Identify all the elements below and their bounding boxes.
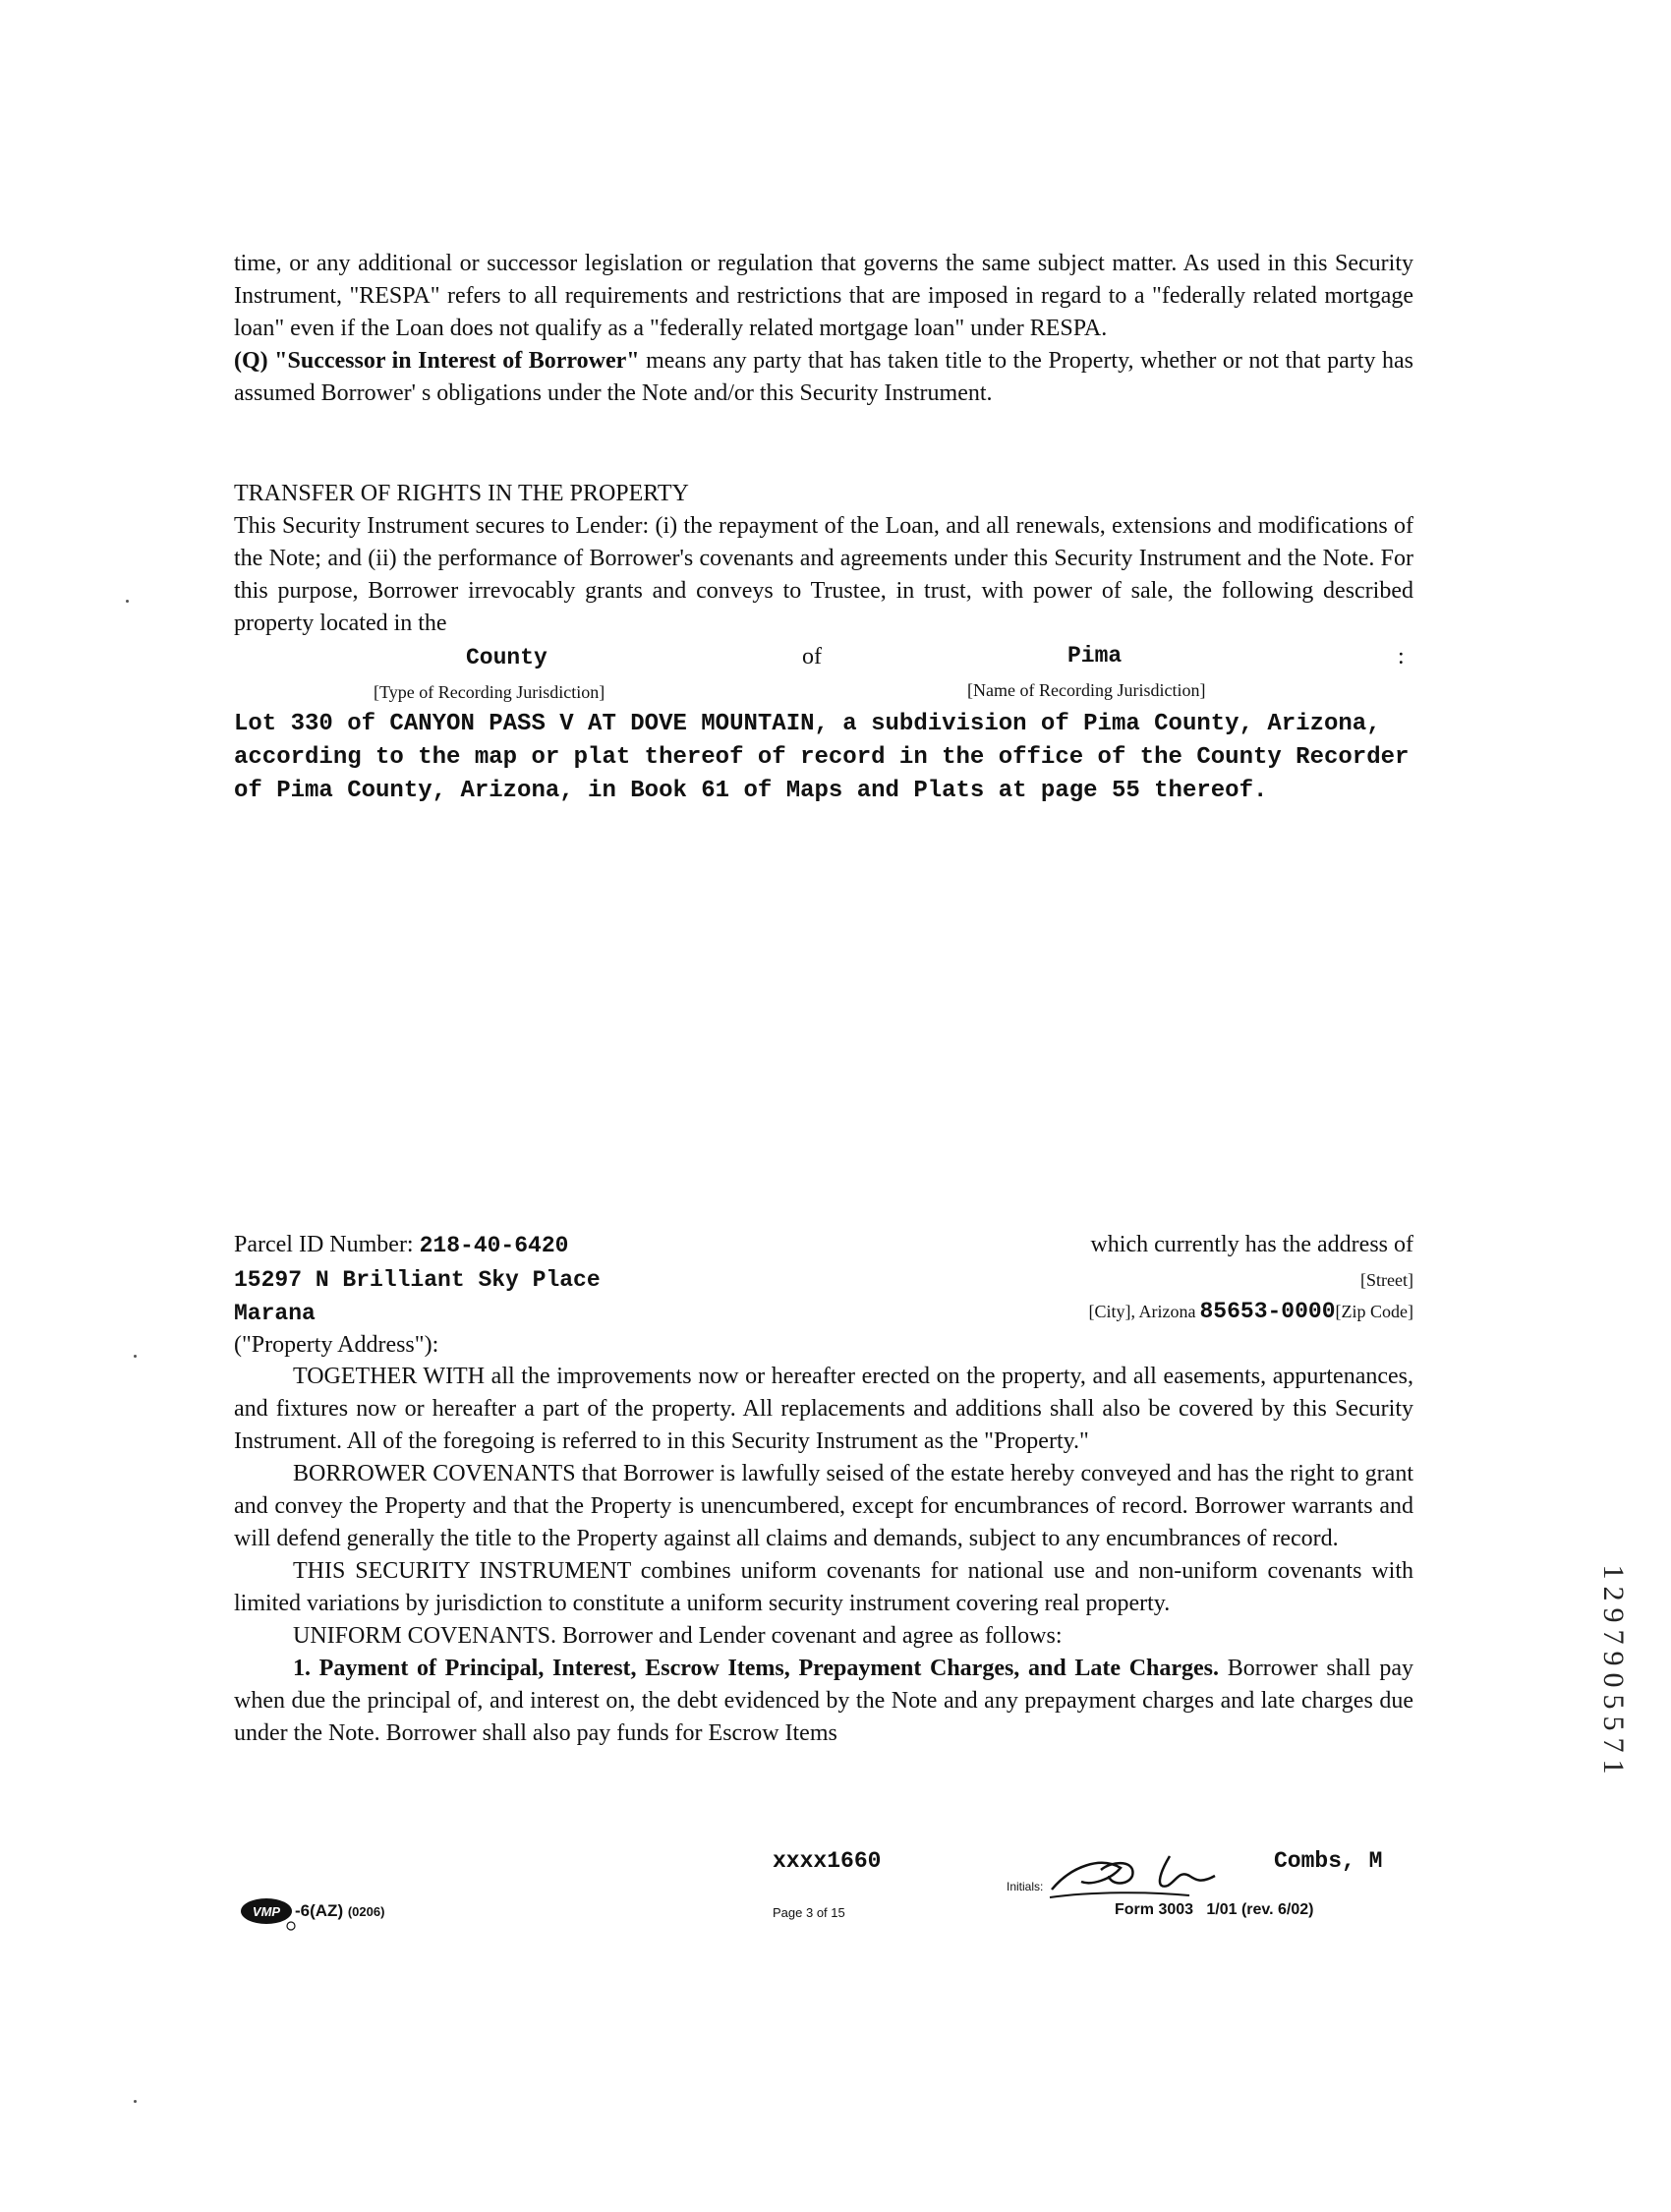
successor-term: (Q) "Successor in Interest of Borrower"	[234, 348, 640, 374]
form-number: Form 3003 1/01 (rev. 6/02)	[1115, 1901, 1314, 1918]
respa-text: time, or any additional or successor legislation or regulation that governs the same subject matter. As used in this Security Instrument, "RESPA" refers to all requirements and restrictions that are imposed in regard to a "federally related mortgage loan" even if the Loan does not qualify as a "federally related mortgage loan" under RESPA.	[234, 251, 1413, 341]
successor-text: means any party that has taken title to the Property, whether or not that party has assumed Borrower' s obligations under the Note and/or this Security Instrument.	[234, 348, 1413, 406]
side-stamp-digit: 5	[1597, 1716, 1630, 1731]
side-stamp-digit: 1	[1597, 1564, 1630, 1580]
zip-caption: [Zip Code]	[1335, 1302, 1413, 1321]
side-document-number	[1598, 1561, 1628, 1777]
form-code: -6(AZ)	[295, 1901, 344, 1920]
address-intro: which currently has the address of	[1090, 1232, 1413, 1257]
together-with-paragraph: TOGETHER WITH all the improvements now or hereafter erected on the property, and all easements, appurtenances, and fixtures now or hereafter a part of the property. All replacements and additions shall also be covered by this Security Instrument. All of the foregoing is referred to in this Security Instrument as the "Property."	[234, 1364, 1413, 1454]
respa-paragraph	[234, 248, 1413, 410]
jurisdiction-name-caption: [Name of Recording Jurisdiction]	[967, 680, 1206, 700]
svg-text:VMP: VMP	[252, 1904, 281, 1919]
form-code-line	[295, 1901, 384, 1921]
parcel-id-value: 218-40-6420	[419, 1233, 569, 1258]
initials-signature-icon	[1042, 1846, 1239, 1905]
zip-value: 85653-0000	[1199, 1299, 1336, 1324]
side-stamp-digit: 7	[1597, 1629, 1630, 1645]
loan-reference: xxxx1660	[773, 1848, 882, 1874]
side-stamp-digit: 9	[1597, 1607, 1630, 1623]
side-stamp-digit: 2	[1597, 1586, 1630, 1601]
side-stamp-digit: 9	[1597, 1651, 1630, 1666]
parcel-id-label: Parcel ID Number:	[234, 1232, 414, 1257]
legal-description: Lot 330 of CANYON PASS V AT DOVE MOUNTAIN, a subdivision of Pima County, Arizona, according to the map or plat thereof of record in the office of the County Recorder of Pima County, Arizona, in Book 61 of Maps and Plats at page 55 thereof.	[234, 711, 1410, 804]
city-caption: [City], Arizona	[1088, 1302, 1196, 1321]
street-value: 15297 N Brilliant Sky Place	[234, 1267, 601, 1293]
jurisdiction-colon: :	[1398, 644, 1405, 669]
borrower-covenants-paragraph: BORROWER COVENANTS that Borrower is lawfully seised of the estate hereby conveyed and has the right to grant and convey the Property and that the Property is unencumbered, except for encumbrances of record. Borrower warrants and will defend generally the title to the Property against all claims and demands, subject to any encumbrances of record.	[234, 1461, 1413, 1551]
scan-speck	[134, 1355, 137, 1358]
jurisdiction-name-value: Pima	[1067, 643, 1123, 669]
scan-speck	[126, 600, 129, 603]
side-stamp-digit: 1	[1597, 1759, 1630, 1775]
successor-definition	[234, 345, 1413, 410]
section-1-text: Borrower shall pay when due the principal of, and interest on, the debt evidenced by the Note and any prepayment charges and late charges due under the Note. Borrower shall also pay funds for Escrow Items	[234, 1656, 1414, 1746]
parcel-id-line	[234, 1229, 568, 1262]
form-date: (0206)	[347, 1904, 385, 1919]
side-stamp-digit: 7	[1597, 1737, 1630, 1753]
body-paragraphs	[234, 1361, 1413, 1750]
transfer-heading: TRANSFER OF RIGHTS IN THE PROPERTY	[234, 481, 689, 506]
uniform-covenants-paragraph: UNIFORM COVENANTS. Borrower and Lender covenant and agree as follows:	[293, 1623, 1063, 1649]
transfer-text: This Security Instrument secures to Lender: (i) the repayment of the Loan, and all renewals, extensions and modifications of the Note; and (ii) the performance of Borrower's covenants and agreements under this Security Instrument and the Note. For this purpose, Borrower irrevocably grants and conveys to Trustee, in trust, with power of sale, the following described property located in the	[234, 513, 1413, 636]
initials-label: Initials:	[1007, 1880, 1044, 1893]
vmp-logo-icon	[240, 1895, 297, 1931]
jurisdiction-of: of	[802, 644, 822, 669]
city-zip-line	[1089, 1296, 1414, 1328]
side-stamp-digit: 0	[1597, 1672, 1630, 1688]
city-value: Marana	[234, 1301, 316, 1326]
scan-speck	[134, 2100, 137, 2103]
jurisdiction-type-caption: [Type of Recording Jurisdiction]	[374, 682, 605, 702]
security-instrument-paragraph: THIS SECURITY INSTRUMENT combines uniform covenants for national use and non-uniform covenants with limited variations by jurisdiction to constitute a uniform security instrument covering real property.	[234, 1558, 1413, 1616]
section-1-paragraph	[234, 1653, 1413, 1750]
property-address-label: ("Property Address"):	[234, 1332, 439, 1358]
page-number: Page 3 of 15	[773, 1905, 845, 1920]
transfer-section	[234, 478, 1413, 640]
section-1-title: 1. Payment of Principal, Interest, Escrow Items, Prepayment Charges, and Late Charges.	[293, 1656, 1220, 1681]
borrower-name: Combs, M	[1274, 1848, 1383, 1874]
jurisdiction-type-value: County	[466, 645, 547, 670]
street-caption: [Street]	[1360, 1270, 1413, 1290]
side-stamp-digit: 5	[1597, 1694, 1630, 1710]
